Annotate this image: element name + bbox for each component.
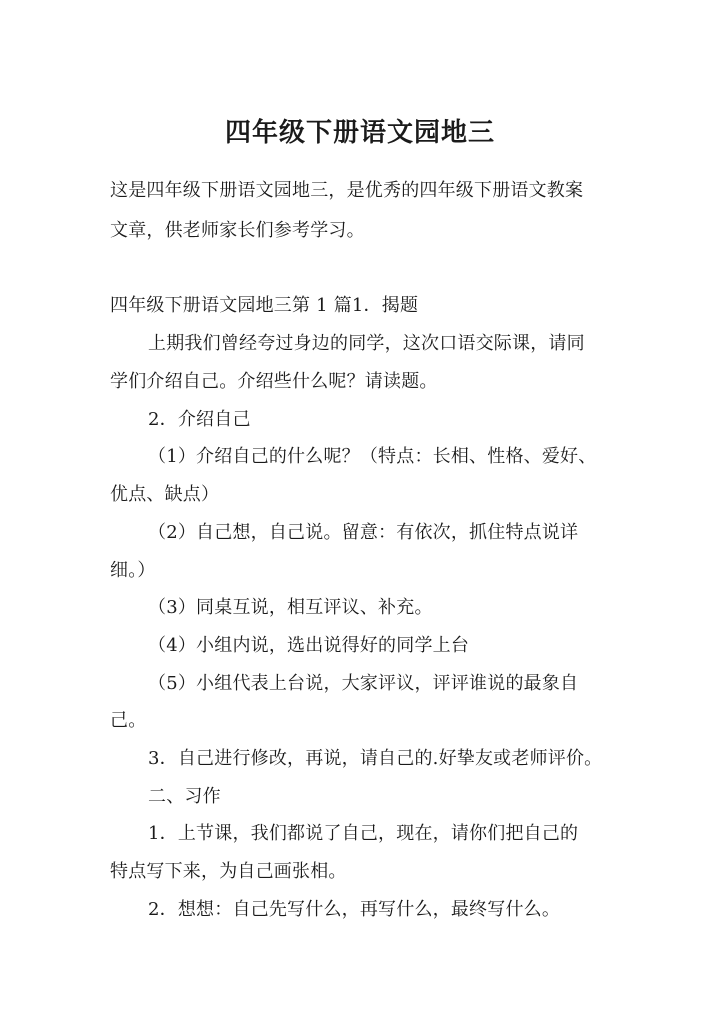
paragraph-line: 上期我们曾经夸过身边的同学，这次口语交际课，请同 [148,333,585,354]
intro-line-1: 这是四年级下册语文园地三，是优秀的四年级下册语文教案 [110,180,584,201]
paragraph-line: （3）同桌互说，相互评议、补充。 [148,597,433,618]
paragraph-line: 1．上节课，我们都说了自己，现在，请你们把自己的 [148,823,579,844]
paragraph-line: 细。） [110,560,156,581]
paragraph-line: 己。 [110,710,147,731]
paragraph-line: 学们介绍自己。介绍些什么呢？请读题。 [110,371,438,392]
paragraph-line: 优点、缺点） [110,484,220,505]
intro-line-2: 文章，供老师家长们参考学习。 [110,220,365,241]
paragraph-line: 特点写下来，为自己画张相。 [110,861,347,882]
paragraph-line: （1）介绍自己的什么呢？（特点：长相、性格、爱好、 [148,446,597,467]
paragraph-line: 二、习作 [148,786,221,807]
paragraph-line: 2．想想：自己先写什么，再写什么，最终写什么。 [148,899,561,920]
paragraph-line: （2）自己想，自己说。留意：有依次，抓住特点说详 [148,522,579,543]
paragraph-line: 2．介绍自己 [148,409,251,430]
paragraph-line: 3．自己进行修改，再说，请自己的.好挚友或老师评价。 [148,748,603,769]
section-heading-line: 四年级下册语文园地三第 1 篇1．揭题 [110,295,419,316]
paragraph-line: （4）小组内说，选出说得好的同学上台 [148,635,470,656]
document-title: 四年级下册语文园地三 [224,118,495,148]
paragraph-line: （5）小组代表上台说，大家评议，评评谁说的最象自 [148,673,579,694]
